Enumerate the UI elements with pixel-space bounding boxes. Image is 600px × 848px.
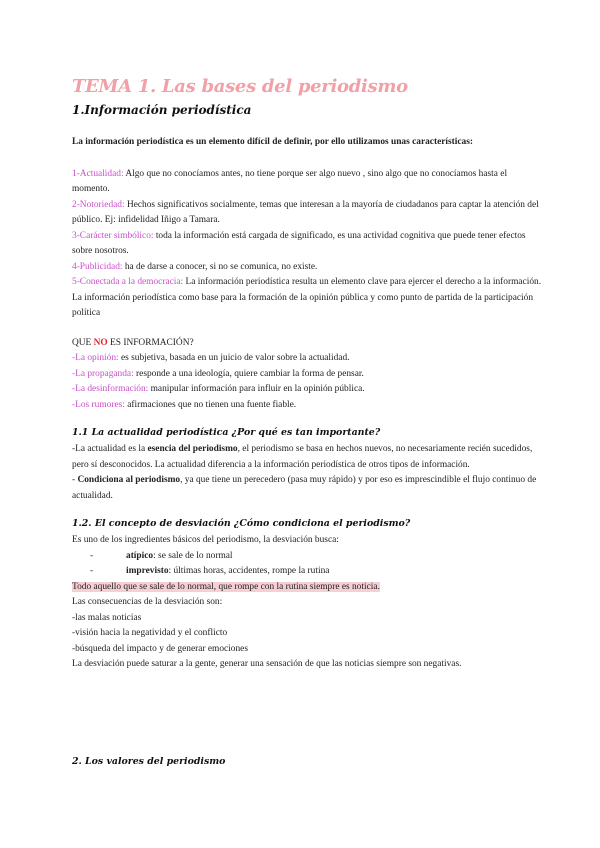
not-info-text: afirmaciones que no tienen una fuente fiable. [124,399,297,410]
characteristic-text: La información periodística resulta un elemento clave para ejercer el derecho a la información. La información periodística como base para la formación de la opinión pública y como punto de partida de la participación política [72,277,542,318]
deviation-bullet-list [72,549,542,580]
not-info-item [72,398,542,414]
not-info-prefix: QUE [72,337,94,348]
text-run: : últimas horas, accidentes, rompe la rutina [168,566,330,576]
section-heading-1-1: 1.1 La actualidad periodística ¿Por qué es tan importante? [72,427,381,438]
characteristic-label: 2-Notoriedad: [72,199,125,210]
section-heading-1: 1.Información periodística [72,103,252,117]
consequence-item: -las malas noticias [72,612,142,623]
not-info-text: es subjetiva, basada en un juicio de valor sobre la actualidad. [118,353,350,363]
characteristic-4 [72,260,542,276]
section12-closing: La desviación puede saturar a la gente, generar una sensación de que las noticias siempre son negativas. [72,659,462,669]
bold-run: esencia del periodismo [147,444,238,454]
bold-run: atípico [126,550,154,561]
consequences-intro: Las consecuencias de la desviación son: [72,597,223,607]
not-info-label: -La desinformación: [72,384,149,394]
text-run: , ya que tiene un perecedero (pasa muy rápido) y por eso es imprescindible el flujo continuo de actualidad. [72,475,537,501]
section1-intro: La información periodística es un elemento difícil de definir, por ello utilizamos unas características: [72,137,474,147]
highlighted-sentence [72,580,542,596]
characteristic-label: 3-Carácter simbólico: [72,230,154,241]
not-info-item [72,351,542,367]
text-run: -La actualidad es la [72,444,148,454]
section-heading-2: 2. Los valores del periodismo [72,756,226,767]
not-info-label: -La propaganda: [72,368,134,379]
characteristic-3 [72,229,542,260]
list-item: - atípico: se sale de lo normal [90,550,233,561]
list-item: - imprevisto: últimas horas, accidentes, rompe la rutina [90,566,330,576]
bold-run: imprevisto [126,566,169,576]
not-info-text: manipular información para influir en la opinión pública. [148,384,365,394]
characteristic-label: 4-Publicidad: [72,261,123,272]
not-info-emphasis: NO [93,337,108,348]
characteristic-5 [72,275,542,322]
characteristic-text: Hechos significativos socialmente, temas que interesan a la mayoría de ciudadanos para captar la atención del público. Ej: infidelidad Iñigo a Tamara. [72,199,539,225]
not-info-label: -Los rumores: [72,399,125,410]
section11-paragraph-1 [72,442,542,473]
consequence-item: -visión hacia la negatividad y el conflicto [72,628,228,638]
not-info-item [72,382,542,398]
characteristic-text: toda la información está cargada de significado, es una actividad cognitiva que puede tener efectos sobre nosotros. [72,230,526,256]
section11-paragraph-2 [72,473,542,504]
bold-run: Condiciona al periodismo [77,475,181,485]
highlight-text: Todo aquello que se sale de lo normal, que rompe con la rutina siempre es noticia. [72,581,380,592]
characteristic-text: Algo que no conocíamos antes, no tiene porque ser algo nuevo , sino algo que no conocíamos hasta el momento. [72,168,508,194]
section-heading-1-2: 1.2. El concepto de desviación ¿Cómo condiciona el periodismo? [72,518,411,529]
text-run: : se sale de lo normal [153,550,233,561]
text-run: , el periodismo se basa en hechos nuevos, no necesariamente recién sucedidos, pero sí desconocidos. La actualidad diferencia a la información periodística de otros tipos de información. [72,444,533,470]
characteristic-1 [72,167,542,198]
not-info-suffix: ES INFORMACIÓN? [107,337,194,348]
section12-intro: Es uno de los ingredientes básicos del periodismo, la desviación busca: [72,535,339,545]
consequence-item: -búsqueda del impacto y de generar emociones [72,643,248,654]
characteristic-text: ha de darse a conocer, si no se comunica, no existe. [122,261,318,272]
not-info-text: responde a una ideología, quiere cambiar la forma de pensar. [133,368,364,379]
not-info-item [72,367,542,383]
characteristic-label: 5-Conectada a la democracia: [72,277,184,287]
document-content [72,76,542,673]
not-info-question [72,336,542,352]
document-title: TEMA 1. Las bases del periodismo [72,76,408,97]
text-run: - [72,475,78,485]
characteristic-label: 1-Actualidad: [72,168,124,179]
not-info-label: -La opinión: [72,353,119,363]
characteristic-2 [72,198,542,229]
